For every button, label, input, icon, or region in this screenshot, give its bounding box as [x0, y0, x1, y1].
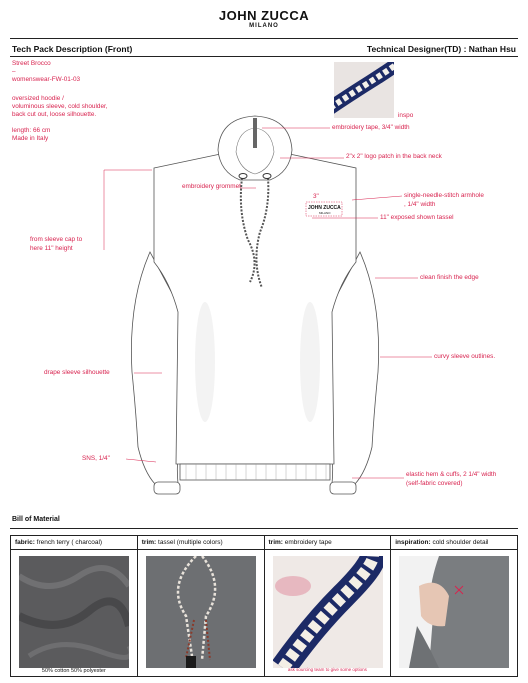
- bom-label: trim:: [268, 539, 283, 546]
- bom-label: inspiration:: [395, 539, 431, 546]
- desc-line: voluminous sleeve, cold shoulder,: [12, 102, 108, 110]
- style-line: Street Brocco: [12, 60, 51, 67]
- desc-line: oversized hoodie /: [12, 94, 64, 102]
- bom-item-tassel: [138, 536, 265, 676]
- designer-title: Technical Designer(TD) : Nathan Hsu: [366, 44, 516, 54]
- chest-logo-text: JOHN ZUCCA: [308, 205, 341, 211]
- tassel-image: [146, 556, 256, 668]
- note-tassel: 11" exposed shown tassel: [380, 214, 454, 221]
- note-sleeve-height: here 11" height: [30, 245, 73, 252]
- bom-value: tassel (multiple colors): [156, 539, 223, 546]
- chest-logo-sub: MILANO: [319, 211, 331, 215]
- bom-item-tape: [265, 536, 392, 676]
- bom-value: cold shoulder detail: [430, 539, 489, 546]
- bom-item-inspiration: [391, 536, 517, 676]
- note-tape: embroidery tape, 3/4" width: [332, 124, 410, 131]
- bom-divider: [10, 528, 518, 529]
- cold-shoulder-inspiration-image: [399, 556, 509, 668]
- note-armhole: single-needle-stitch armhole: [404, 192, 484, 199]
- note-drape-sleeve: drape sleeve silhouette: [44, 369, 110, 376]
- note-logo-patch: 2"x 2" logo patch in the back neck: [346, 153, 442, 160]
- note-sns: SNS, 1/4": [82, 455, 110, 462]
- bom-caption: ask sourcing team to give some options: [287, 667, 367, 672]
- bom-title: Bill of Material: [12, 516, 60, 523]
- bom-value: french terry ( charcoal): [34, 539, 103, 546]
- note-armhole-width: , 1/4" width: [404, 201, 436, 208]
- bom-caption: 50% cotton 50% polyester: [41, 668, 106, 674]
- bom-table: [10, 535, 518, 677]
- note-hem: elastic hem & cuffs, 2 1/4" width: [406, 471, 497, 478]
- brand-sub: MILANO: [249, 23, 279, 29]
- bom-label: trim:: [141, 539, 157, 546]
- bom-item-fabric: [11, 536, 138, 676]
- page-title: Tech Pack Description (Front): [12, 44, 133, 54]
- note-curvy-sleeve: curvy sleeve outlines.: [434, 353, 496, 360]
- bom-value: embroidery tape: [282, 539, 332, 546]
- note-hem-cover: (self-fabric covered): [406, 480, 463, 487]
- note-sleeve-cap: from sleeve cap to: [30, 236, 83, 243]
- embroidery-tape-image: [273, 556, 383, 668]
- origin-line: Made in Italy: [12, 135, 49, 143]
- style-line: –: [12, 68, 16, 76]
- note-clean-edge: clean finish the edge: [420, 274, 479, 281]
- fabric-swatch-image: [19, 556, 129, 668]
- bom-label: fabric:: [15, 539, 35, 546]
- note-inspo: inspo: [398, 112, 414, 119]
- brand-logo: JOHN ZUCCA: [218, 8, 310, 23]
- length-line: length: 66 cm: [12, 127, 51, 135]
- desc-line: back cut out, loose silhouette.: [12, 111, 97, 119]
- style-line: womenswear-FW-01-03: [12, 76, 81, 84]
- note-three-inch: 3": [313, 193, 319, 200]
- note-grommet: embroidery grommet: [182, 183, 241, 190]
